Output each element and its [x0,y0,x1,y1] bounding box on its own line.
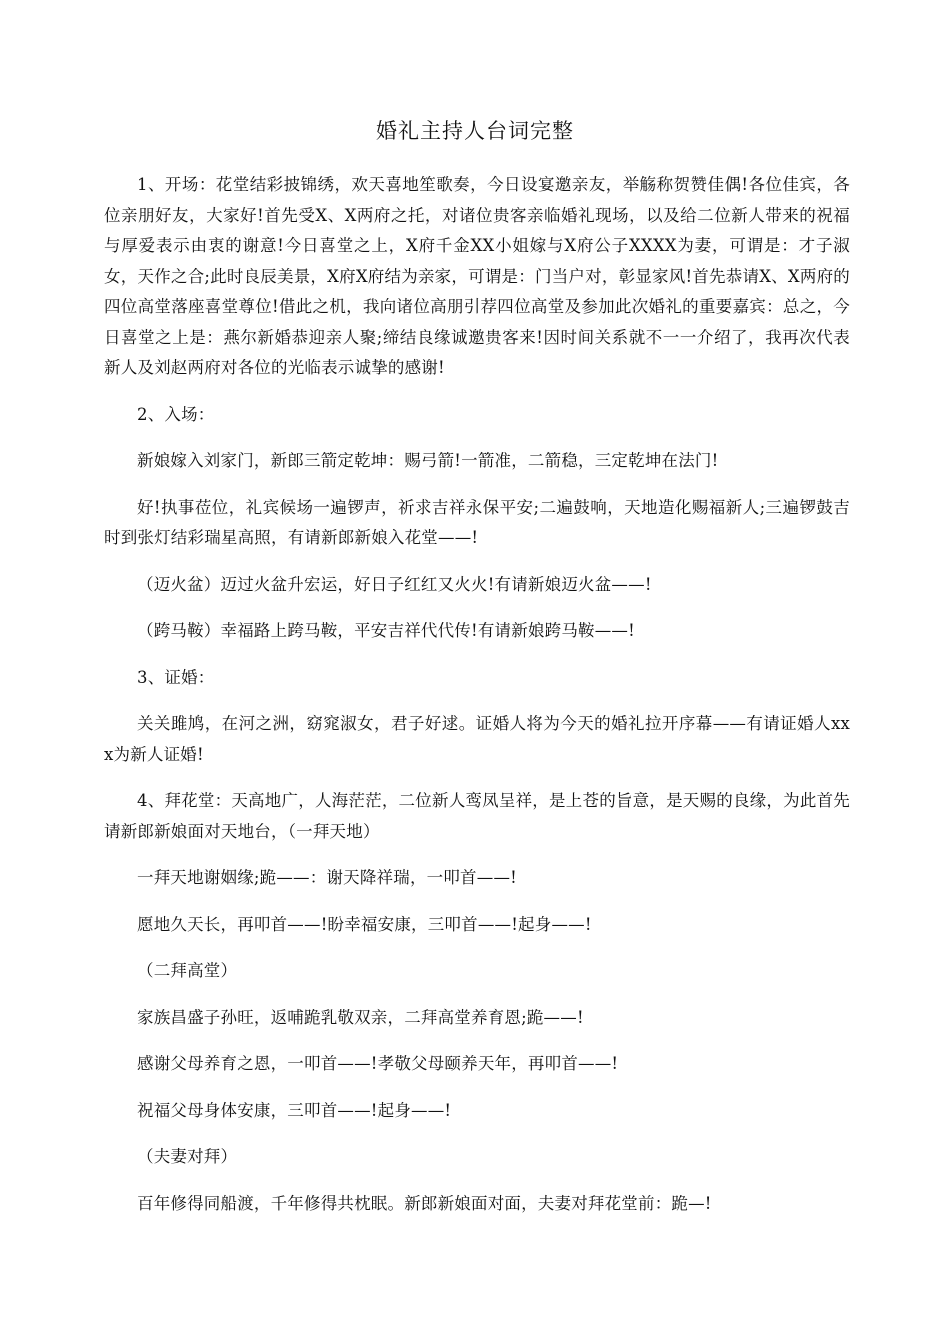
paragraph: 祝福父母身体安康，三叩首——!起身——! [137,1100,452,1120]
paragraph: 新娘嫁入刘家门，新郎三箭定乾坤：赐弓箭!一箭准，二箭稳，三定乾坤在法门! [137,451,719,470]
paragraph: （跨马鞍）幸福路上跨马鞍，平安吉祥代代传!有请新娘跨马鞍——! [137,621,635,640]
document-body [104,170,850,1235]
paragraph: 家族昌盛子孙旺，返哺跪乳敬双亲，二拜高堂养育恩;跪——! [137,1007,584,1027]
paragraph: 一拜天地谢姻缘;跪——：谢天降祥瑞，一叩首——! [137,868,517,887]
paragraph: 关关雎鸠，在河之洲，窈窕淑女，君子好逑。证婚人将为今天的婚礼拉开序幕——有请证婚人xxx为新人证婚! [104,714,850,764]
document-title: 婚礼主持人台词完整 [376,119,574,143]
paragraph-opening: 1、开场：花堂结彩披锦绣，欢天喜地笙歌奏，今日设宴邀亲友，举觞称贺赞佳偶!各位佳宾，各位亲朋好友，大家好!首先受X、X两府之托，对诸位贵客亲临婚礼现场，以及给二位新人带来的祝福与厚爱表示由衷的谢意!今日喜堂之上，X府千金XX小姐嫁与X府公子XXXX为妻，可谓是：才子淑女，天作之合;此时良辰美景，X府X府结为亲家，可谓是：门当户对，彰显家风!首先恭请X、X两府的四位高堂落座喜堂尊位!借此之机，我向诸位高朋引荐四位高堂及参加此次婚礼的重要嘉宾：总之，今日喜堂之上是：燕尔新婚恭迎亲人聚;缔结良缘诚邀贵客来!因时间关系就不一一介绍了，我再次代表新人及刘赵两府对各位的光临表示诚挚的感谢! [104,175,850,377]
paragraph-worship-heading: 4、拜花堂：天高地广，人海茫茫，二位新人鸾凤呈祥，是上苍的旨意，是天赐的良缘，为此首先请新郎新娘面对天地台，（一拜天地） [104,791,850,841]
paragraph: （迈火盆）迈过火盆升宏运，好日子红红又火火!有请新娘迈火盆——! [137,574,652,594]
paragraph: 愿地久天长，再叩首——!盼幸福安康，三叩首——!起身——! [137,914,592,934]
paragraph-entrance-heading: 2、入场： [137,404,215,424]
paragraph: （二拜高堂） [137,961,238,980]
paragraph: 感谢父母养育之恩，一叩首——!孝敬父母颐养天年，再叩首——! [137,1054,619,1073]
paragraph: 好!执事莅位，礼宾候场一遍锣声，祈求吉祥永保平安;二遍鼓响，天地造化赐福新人;三遍锣鼓吉时到张灯结彩瑞星高照，有请新郎新娘入花堂——! [104,497,850,547]
paragraph-witness-heading: 3、证婚： [137,667,215,687]
paragraph: （夫妻对拜） [137,1147,238,1166]
paragraph: 百年修得同船渡，千年修得共枕眠。新郎新娘面对面，夫妻对拜花堂前：跪—! [137,1193,712,1213]
